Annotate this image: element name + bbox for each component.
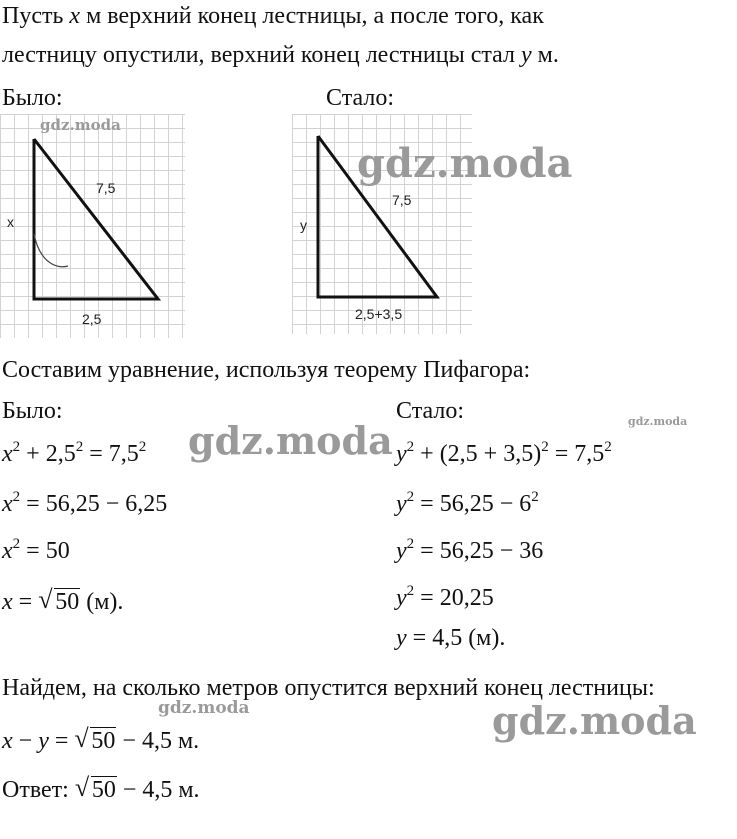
eq-text: = 20,25 — [414, 585, 494, 611]
figure-before-side-label: x — [7, 214, 14, 230]
intro-text: м верхний конец лестницы, а после того, как — [86, 3, 544, 29]
sqrt-radicand: 50 — [91, 728, 116, 754]
section2-before-heading: Было: — [2, 398, 63, 424]
eq-text: = 50 — [20, 538, 70, 564]
eq-text: + 2,5 — [20, 441, 76, 467]
intro-text: лестницу опустили, верхний конец лестницы стал — [2, 42, 515, 68]
eq-exponent: 2 — [406, 439, 415, 455]
eq-text: = 4,5 (м). — [406, 625, 506, 651]
section2-heading: Составим уравнение, используя теорему Пифагора: — [2, 357, 531, 383]
section3-eq — [2, 724, 200, 755]
eq-text: = 7,5 — [548, 441, 605, 467]
eq-exponent: 2 — [604, 439, 612, 455]
figure-after-hyp-label: 7,5 — [392, 192, 412, 208]
eq-text: = 56,25 − 6,25 — [20, 491, 168, 517]
figure-after-heading: Стало: — [326, 85, 394, 111]
eq-var: x — [2, 491, 13, 517]
watermark: gdz.moda — [40, 116, 121, 134]
sqrt-radicand: 50 — [55, 589, 80, 615]
figure-after-base-label: 2,5+3,5 — [355, 306, 403, 322]
eq-exponent: 2 — [406, 489, 415, 505]
eq-text: + (2,5 + 3,5) — [414, 441, 542, 467]
eq-var: y — [396, 491, 407, 517]
sqrt-sign: √ 50 — [74, 724, 116, 754]
eq-text: − 4,5 м. — [116, 728, 200, 754]
figure-before-base-label: 2,5 — [82, 311, 102, 327]
eq-text: = — [12, 589, 39, 615]
answer-line — [2, 773, 200, 804]
section2-after-heading: Стало: — [396, 398, 464, 424]
eq-exponent: 2 — [138, 439, 147, 455]
before-eq-3 — [2, 537, 70, 565]
after-eq-2 — [396, 490, 539, 518]
eq-exponent: 2 — [75, 439, 84, 455]
sqrt-sign: √ 50 — [74, 773, 116, 803]
sqrt-radicand: 50 — [91, 777, 116, 803]
eq-exponent: 2 — [541, 439, 549, 455]
eq-var: x — [2, 589, 13, 615]
var-x: x — [69, 3, 81, 29]
after-eq-1 — [396, 440, 612, 468]
eq-text: = 7,5 — [83, 441, 139, 467]
after-eq-3 — [396, 537, 543, 565]
eq-var: y — [396, 625, 407, 651]
section3-heading: Найдем, на сколько метров опустится верхний конец лестницы: — [2, 675, 655, 701]
after-eq-5 — [396, 624, 505, 652]
watermark: gdz.moda — [188, 418, 393, 463]
figure-before-hyp-label: 7,5 — [96, 180, 116, 196]
before-eq-4 — [2, 585, 124, 616]
figure-before-heading: Было: — [2, 85, 63, 111]
watermark: gdz.moda — [492, 698, 697, 743]
eq-exponent: 2 — [531, 489, 539, 505]
eq-text: = 56,25 − 6 — [414, 491, 532, 517]
eq-var: y — [396, 538, 407, 564]
eq-var: y — [38, 728, 49, 754]
before-eq-2 — [2, 490, 167, 518]
eq-var: y — [396, 441, 407, 467]
eq-exponent: 2 — [12, 536, 21, 552]
eq-text: − 4,5 м. — [116, 777, 200, 803]
eq-text: (м). — [80, 589, 124, 615]
eq-exponent: 2 — [12, 439, 21, 455]
eq-var: x — [2, 441, 13, 467]
eq-var: y — [396, 585, 407, 611]
watermark: gdz.moda — [357, 140, 573, 187]
intro-text: Пусть — [2, 3, 64, 29]
answer-label: Ответ: — [2, 777, 75, 803]
before-eq-1 — [2, 440, 146, 468]
intro-line-2 — [2, 41, 559, 69]
eq-text: = — [48, 728, 75, 754]
intro-line-1 — [2, 2, 544, 30]
after-eq-4 — [396, 584, 494, 612]
eq-var: x — [2, 538, 13, 564]
sqrt-sign: √ 50 — [38, 585, 80, 615]
eq-exponent: 2 — [406, 536, 415, 552]
figure-after-side-label: y — [300, 217, 307, 233]
eq-exponent: 2 — [12, 489, 21, 505]
var-y: y — [521, 42, 532, 68]
watermark: gdz.moda — [158, 698, 250, 718]
intro-text: м. — [537, 42, 559, 68]
triangle-before — [0, 114, 185, 338]
watermark: gdz.moda — [628, 415, 688, 428]
eq-var: x — [2, 728, 13, 754]
eq-text: − — [12, 728, 39, 754]
eq-text: = 56,25 − 36 — [414, 538, 544, 564]
eq-exponent: 2 — [406, 583, 415, 599]
